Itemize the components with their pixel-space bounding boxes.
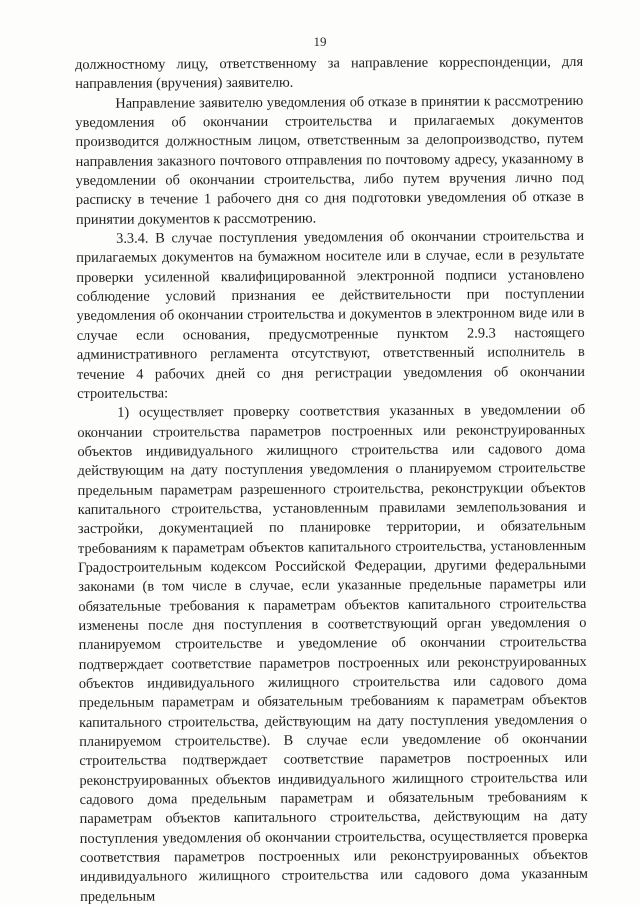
paragraph-3-3-4: 3.3.4. В случае поступления уведомления об окончании строительства и прилагаемых документов на бумажном носителе или в случае, если в результате проверки усиленной квалифицированной электронной подписи установлено соблюдение условий признания ее действительности при поступлении уведомления об окончании строительства и документов в электронном виде или в случае если основания, предусмотренные пунктом 2.9.3 настоящего административного регламента отсутствуют, ответственный исполнитель в течение 4 рабочих дней со дня регистрации уведомления об окончании строительства: — [76, 227, 585, 402]
paragraph-item-1: 1) осуществляет проверку соответствия указанных в уведомлении об окончании строительства параметров построенных или реконструированных объектов индивидуального жилищного строительства или садового дома действующим на дату поступления уведомления о планируемом строительстве предельным параметрам разрешенного строительства, реконструкции объектов капитального строительства, установленным правилами землепользования и застройки, документацией по планировке территории, и обязательным требованиям к параметрам объектов капитального строительства, установленным Градостроительным кодексом Российской Федерации, другими федеральными законами (в том числе в случае, если указанные предельные параметры или обязательные требования к параметрам объектов капитального строительства изменены после дня поступления в соответствующий орган уведомления о планируемом строительстве и уведомление об окончании строительства подтверждает соответствие параметров построенных или реконструированных объектов индивидуального жилищного строительства или садового дома предельным параметрам и обязательным требованиям к параметрам объектов капитального строительства, действующим на дату поступления уведомления о планируемом строительстве). В случае если уведомление об окончании строительства подтверждает соответствие параметров построенных или реконструированных объектов индивидуального жилищного строительства или садового дома предельным параметрам и обязательным требованиям к параметрам объектов капитального строительства, действующим на дату поступления уведомления об окончании строительства, осуществляется проверка соответствия параметров построенных или реконструированных объектов индивидуального жилищного строительства или садового дома указанным предельным — [77, 402, 589, 905]
page-number: 19 — [313, 34, 327, 49]
paragraph-refusal-delivery: Направление заявителю уведомления об отказе в принятии к рассмотрению уведомления об окончании строительства и прилагаемых документов производится должностным лицом, ответственным за делопроизводство, путем направления заказного почтового отправления по почтовому адресу, указанному в уведомлении об окончании строительства, либо путем вручения лично под расписку в течение 1 рабочего дня со дня подготовки уведомления об отказе в принятии документов к рассмотрению. — [75, 92, 584, 228]
body-text — [75, 53, 588, 907]
paragraph-continuation: должностному лицу, ответственному за направление корреспонденции, для направления (вручения) заявителю. — [75, 53, 584, 93]
